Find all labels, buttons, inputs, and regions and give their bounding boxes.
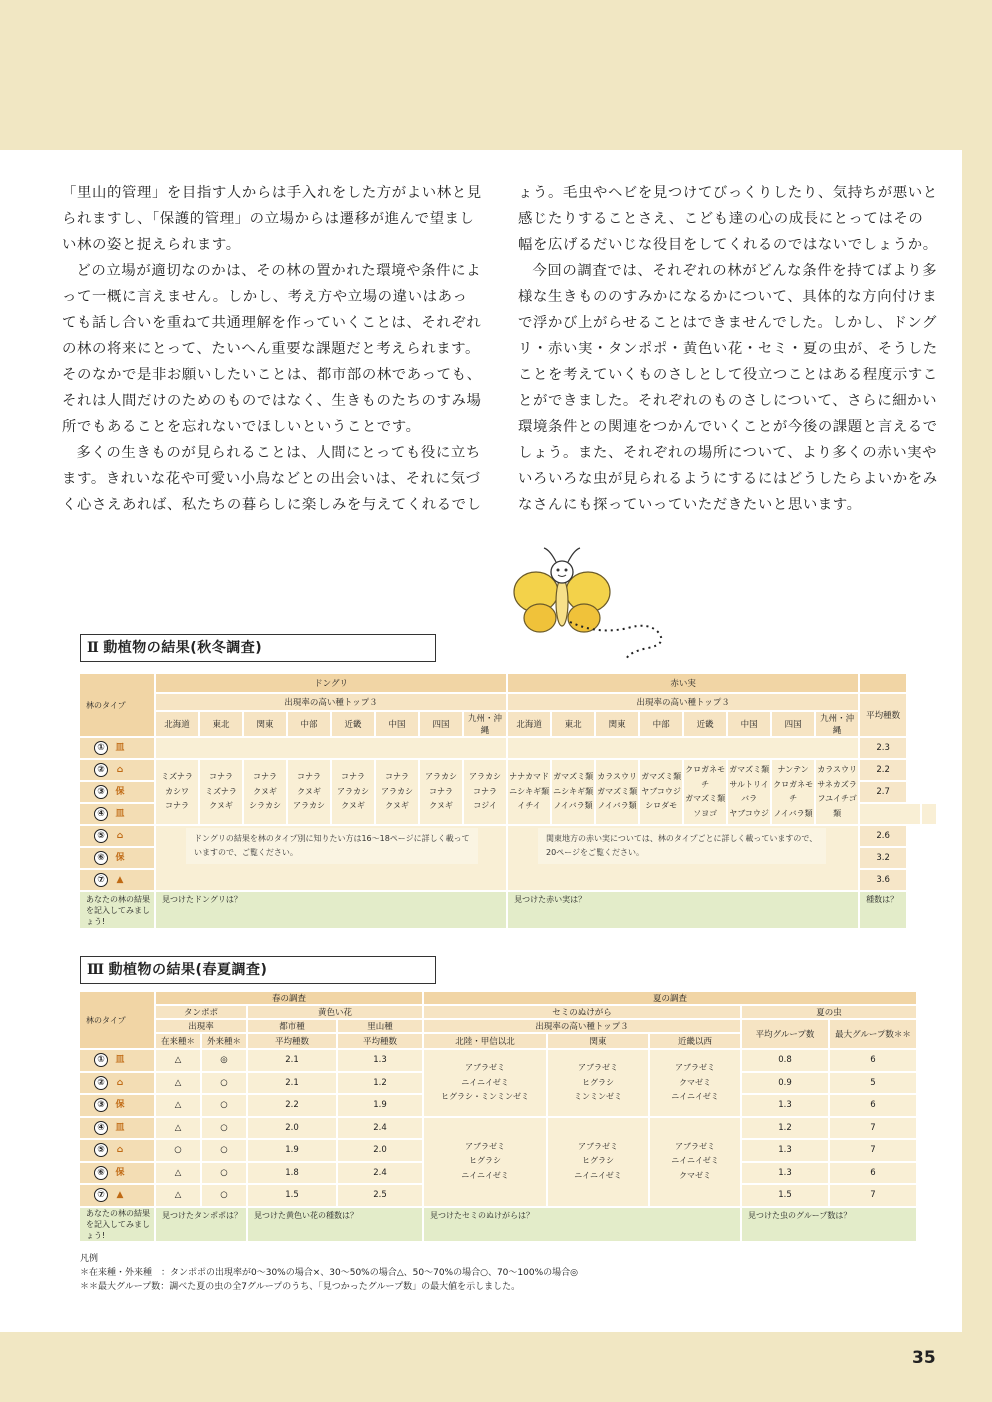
- forest-type: [80, 782, 154, 802]
- region-header: 近畿: [332, 712, 374, 736]
- species-name: ノイバラ類: [773, 808, 813, 818]
- species-name: アラカシ: [293, 801, 325, 811]
- donguri-species-cell: [332, 760, 374, 824]
- forest-type-cell: [80, 1095, 154, 1116]
- avg-group: 1.3: [742, 1163, 828, 1184]
- species-name: クマゼミ: [679, 1170, 712, 1180]
- legend: [80, 1252, 578, 1294]
- alien-rate: ○: [202, 1163, 246, 1184]
- species-name: アブラゼミ: [675, 1063, 716, 1072]
- legend-line: ＊＊最大グループ数：調べた夏の虫の全7グループのうち、「見つかったグループ数」の最大値を示しました。: [80, 1282, 521, 1292]
- semi-species-cell: [424, 1118, 546, 1206]
- donguri-species-cell: [464, 760, 506, 824]
- species-name: ニイニイゼミ: [461, 1170, 509, 1180]
- native-rate: △: [156, 1163, 200, 1184]
- species-name: ノイバラ類: [597, 801, 637, 811]
- found-yellow-field[interactable]: 見つけた黄色い花の種数は？: [248, 1208, 422, 1241]
- donguri-note: ドングリの結果を林のタイプ別に知りたい方は16～18ページに詳しく載っていますので、ご覧ください。: [186, 828, 478, 864]
- species-name: クヌギ: [429, 801, 453, 811]
- urban-avg: 2.2: [248, 1095, 336, 1116]
- forest-type-cell: [80, 848, 154, 868]
- urban-avg: 2.1: [248, 1050, 336, 1071]
- urban-avg: 1.5: [248, 1185, 336, 1206]
- type-number: ②: [94, 1076, 108, 1090]
- table-row: [80, 1050, 916, 1071]
- house-icon: ⌂: [116, 1145, 124, 1156]
- species-name: フユイチゴ類: [817, 794, 857, 818]
- donguri-species-cell: [420, 760, 462, 824]
- species-name: クロガネモチ: [773, 779, 814, 803]
- summer-header: 夏の調査: [424, 992, 916, 1004]
- rate-header: 出現率: [156, 1020, 246, 1032]
- butterfly-illustration: [508, 540, 688, 670]
- species-name: カラスウリ: [597, 772, 637, 782]
- forest-type-cell: [80, 1050, 154, 1071]
- native-rate: △: [156, 1185, 200, 1206]
- species-name: ガマズミ類: [553, 772, 594, 782]
- donguri-species-cell: [156, 760, 198, 824]
- avg-group-header: 平均グループ数: [742, 1020, 828, 1048]
- record-label: あなたの林の結果を記入してみましょう!: [80, 1208, 154, 1241]
- section-title: [80, 956, 436, 984]
- species-name: アラカシ: [337, 786, 369, 796]
- type-header: 林のタイプ: [80, 992, 154, 1048]
- alien-rate: ○: [202, 1073, 246, 1094]
- sato-avg: 2.4: [338, 1118, 422, 1139]
- record-row: [80, 1208, 916, 1241]
- avg-species-value: 2.2: [860, 760, 906, 780]
- species-name: ニイニイゼミ: [461, 1077, 509, 1087]
- forest-type: [80, 1185, 154, 1205]
- region-header: 中国: [728, 712, 770, 736]
- avg-species-value: 3.6: [860, 870, 906, 890]
- species-name: クヌギ: [209, 801, 233, 811]
- satoyama-header: 里山種: [338, 1020, 422, 1032]
- paragraph: 「里山的管理」を目指す人からは手入れをした方がよい林と見られますし、「保護的管理」の立場からは遷移が進んで望ましい林の姿と捉えられます。: [62, 185, 482, 253]
- species-name: クロガネモチ: [685, 765, 726, 789]
- paragraph: ょう。毛虫やヘビを見つけてびっくりしたり、気持ちが悪いと感じたりすることさえ、こども達の心の成長にとってはその幅を広げるだいじな役目をしてくれるのではないでしょうか。: [518, 185, 938, 253]
- type-number: ⑥: [94, 851, 108, 865]
- region-header: 北海道: [156, 712, 198, 736]
- species-name: ニシキギ類: [553, 786, 594, 796]
- found-mushi-field[interactable]: 見つけた虫のグループ数は？: [742, 1208, 916, 1241]
- mountain-icon: ▲: [116, 875, 124, 885]
- max-group: 6: [830, 1050, 916, 1071]
- alien-rate: ○: [202, 1140, 246, 1161]
- 保-icon: 保: [115, 1100, 125, 1111]
- species-name: アラカシ: [469, 772, 502, 782]
- found-akaimi-field[interactable]: 見つけた赤い実は？: [508, 892, 858, 928]
- species-name: サネカズラ: [817, 779, 857, 789]
- species-name: アブラゼミ: [578, 1063, 619, 1072]
- type-number: ②: [94, 763, 108, 777]
- natsumushi-header: 夏の虫: [742, 1006, 916, 1018]
- akaimi-header: 赤い実: [508, 674, 858, 692]
- region-header: 九州・沖縄: [464, 712, 506, 736]
- species-name: イチイ: [517, 801, 541, 811]
- region-header: 近畿以西: [650, 1034, 740, 1048]
- akaimi-species-cell: [684, 760, 726, 824]
- house-icon: ⌂: [116, 831, 124, 841]
- forest-type-cell: [80, 870, 154, 890]
- species-name: アブラゼミ: [465, 1141, 506, 1151]
- species-name: ニイニイゼミ: [671, 1156, 719, 1166]
- max-group: 7: [830, 1118, 916, 1139]
- region-header: 北海道: [508, 712, 550, 736]
- found-count-field[interactable]: 種数は？: [860, 892, 906, 928]
- sato-avg: 2.5: [338, 1185, 422, 1206]
- species-name: コナラ: [429, 786, 453, 796]
- table-row: [80, 760, 938, 780]
- yellow-flower-header: 黄色い花: [248, 1006, 422, 1018]
- region-header: 関東: [548, 1034, 648, 1048]
- paragraph: 多くの生きものが見られることは、人間にとっても役に立ちます。きれいな花や可愛い小鳥などとの出会いは、それに気づく心さえあれば、私たちの暮らしに楽しみを与えてくれるでし: [62, 445, 482, 513]
- species-name: コナラ: [253, 772, 277, 782]
- species-name: ニイニイゼミ: [574, 1170, 622, 1180]
- type-number: ③: [94, 1098, 108, 1112]
- species-name: コナラ: [385, 772, 409, 782]
- species-name: カシワ: [165, 786, 189, 796]
- native-rate: △: [156, 1073, 200, 1094]
- table-row: [80, 1118, 916, 1139]
- native-rate: ○: [156, 1140, 200, 1161]
- section-title-text: 動植物の結果(秋冬調査): [103, 640, 263, 656]
- species-name: クヌギ: [297, 786, 321, 796]
- donguri-species-cell: [376, 760, 418, 824]
- species-name: ソヨゴ: [693, 808, 718, 818]
- forest-type: [80, 870, 154, 890]
- species-name: ミズナラ: [205, 786, 237, 796]
- region-header: 中部: [640, 712, 682, 736]
- 畑-icon: 皿: [115, 743, 125, 753]
- species-name: ノイバラ類: [553, 801, 593, 811]
- spring-header: 春の調査: [156, 992, 422, 1004]
- species-name: ナナカマド: [509, 772, 550, 782]
- urban-avg: 2.0: [248, 1118, 336, 1139]
- tanpopo-header: タンポポ: [156, 1006, 246, 1018]
- house-icon: ⌂: [116, 765, 124, 775]
- region-header: 四国: [420, 712, 462, 736]
- alien-header: 外来種＊: [202, 1034, 246, 1048]
- donguri-species-cell: [288, 760, 330, 824]
- species-name: シラカシ: [249, 801, 281, 811]
- akaimi-note: 関東地方の赤い実については、林のタイプごとに詳しく載っていますので、20ページをご覧ください。: [538, 828, 826, 864]
- max-group: 7: [830, 1185, 916, 1206]
- paragraph: 今回の調査では、それぞれの林がどんな条件を持てばより多様な生きもののすみかになるかについて、具体的な方向付けまで浮かび上がらせることはできませんでした。しかし、ドングリ・赤い実・タンポポ・黄色い花・セミ・夏の虫が、そうしたことを考えていくものさしとして役立つことはある程度示すことができました。それぞれのものさしについて、さらに細かい環境条件との関連をつかんでいくことが今後の課題と言えるでしょう。また、それぞれの場所について、より多くの赤い実やいろいろな虫が見られるようにするにはどうしたらよいかをみなさんにも探っていっていただきたいと思います。: [518, 263, 938, 513]
- alien-rate: ○: [202, 1095, 246, 1116]
- species-name: ヒグラシ: [582, 1156, 615, 1166]
- body-right-column: [518, 180, 938, 518]
- native-header: 在来種＊: [156, 1034, 200, 1048]
- max-group: 5: [830, 1073, 916, 1094]
- species-name: ニイニイゼミ: [671, 1092, 719, 1101]
- semi-species-cell: [650, 1050, 740, 1116]
- forest-type: [80, 804, 154, 824]
- donguri-header: ドングリ: [156, 674, 506, 692]
- type-number: ⑦: [94, 873, 108, 887]
- species-name: ニシキギ類: [509, 786, 550, 796]
- type-number: ⑦: [94, 1188, 108, 1202]
- region-header: 九州・沖縄: [816, 712, 858, 736]
- species-name: アラカシ: [425, 772, 457, 782]
- species-name: アラカシ: [381, 786, 413, 796]
- semi-header: セミのぬけがら: [424, 1006, 740, 1018]
- species-name: コジイ: [473, 801, 497, 811]
- forest-type: [80, 848, 154, 868]
- max-group: 7: [830, 1140, 916, 1161]
- species-name: クヌギ: [341, 801, 365, 811]
- species-name: ガマズミ類: [685, 794, 726, 803]
- alien-rate: ○: [202, 1185, 246, 1206]
- species-name: ガマズミ類: [597, 786, 638, 796]
- section-number: Ⅱ: [87, 640, 100, 656]
- autumn-winter-table: [78, 672, 940, 930]
- forest-type-cell: [80, 1163, 154, 1184]
- forest-type: [80, 738, 154, 758]
- species-name: ヤブコウジ: [641, 786, 681, 796]
- region-header: 中国: [376, 712, 418, 736]
- region-header: 東北: [552, 712, 594, 736]
- avg-species-value: 2.7: [860, 782, 906, 802]
- forest-type-cell: [80, 1185, 154, 1206]
- region-header: 中部: [288, 712, 330, 736]
- forest-type-cell: [80, 1118, 154, 1139]
- region-header: 近畿: [684, 712, 726, 736]
- species-name: コナラ: [473, 786, 498, 796]
- urban-avg: 1.8: [248, 1163, 336, 1184]
- region-header: 四国: [772, 712, 814, 736]
- urban-header: 都市種: [248, 1020, 336, 1032]
- legend-title: 凡例: [80, 1254, 99, 1264]
- donguri-blank-cell: [860, 804, 920, 824]
- 保-icon: 保: [115, 853, 125, 863]
- sato-avg: 1.9: [338, 1095, 422, 1116]
- semi-species-cell: [548, 1050, 648, 1116]
- type-number: ④: [94, 807, 108, 821]
- akaimi-species-cell: [552, 760, 594, 824]
- species-name: ヒグラシ: [582, 1077, 615, 1087]
- donguri-top3-header: 出現率の高い種トップ３: [156, 694, 506, 710]
- section-number: Ⅲ: [87, 962, 105, 978]
- sato-avg: 1.3: [338, 1050, 422, 1071]
- akaimi-species-cell: [728, 760, 770, 824]
- species-name: ガマズミ類: [729, 765, 770, 774]
- page-number: 35: [912, 1348, 936, 1368]
- avg-group: 0.9: [742, 1073, 828, 1094]
- avg-group: 1.3: [742, 1095, 828, 1116]
- type-number: ④: [94, 1121, 108, 1135]
- forest-type-cell: [80, 760, 154, 780]
- section-title: [80, 634, 436, 662]
- region-header: 関東: [596, 712, 638, 736]
- species-name: シロダモ: [645, 801, 678, 811]
- house-icon: ⌂: [116, 1077, 124, 1088]
- type-number: ⑤: [94, 1143, 108, 1157]
- avg-group: 1.5: [742, 1185, 828, 1206]
- max-group: 6: [830, 1095, 916, 1116]
- species-name: ヤブコウジ: [729, 808, 769, 818]
- found-semi-field[interactable]: 見つけたセミのぬけがらは？: [424, 1208, 740, 1241]
- forest-type-cell: [80, 738, 154, 758]
- forest-type-cell: [80, 782, 154, 802]
- species-name: コナラ: [341, 772, 365, 782]
- sato-avg: 2.4: [338, 1163, 422, 1184]
- section-title-text: 動植物の結果(春夏調査): [108, 962, 268, 978]
- forest-type: [80, 1050, 154, 1070]
- forest-type: [80, 1118, 154, 1138]
- forest-type: [80, 1163, 154, 1183]
- donguri-species-cell: [244, 760, 286, 824]
- species-name: ヒグラシ・ミンミンゼミ: [441, 1092, 530, 1101]
- region-header: 関東: [244, 712, 286, 736]
- forest-type: [80, 760, 154, 780]
- avg-species-value: 2.3: [860, 738, 906, 758]
- 保-icon: 保: [115, 1167, 125, 1178]
- forest-type: [80, 826, 154, 846]
- semi-species-cell: [650, 1118, 740, 1206]
- species-name: クヌギ: [385, 801, 409, 811]
- species-name: コナラ: [165, 801, 189, 811]
- paragraph: どの立場が適切なのかは、その林の置かれた環境や条件によって一概に言えません。しかし、考え方や立場の違いはあっても話し合いを重ねて共通理解を作っていくことは、それぞれの林の将来にとって、たいへん重要な課題だと考えられます。そのなかで是非お願いしたいことは、都市部の林であっても、それは人間だけのためのものではなく、生きものたちのすみ場所でもあることを忘れないでほしいということです。: [62, 263, 482, 435]
- 畑-icon: 皿: [115, 1122, 125, 1133]
- 畑-icon: 皿: [115, 1055, 125, 1066]
- semi-species-cell: [424, 1050, 546, 1116]
- record-row: [80, 892, 938, 928]
- table-row: [80, 738, 938, 758]
- species-name: クヌギ: [253, 786, 277, 796]
- species-name: ミンミンゼミ: [574, 1092, 623, 1101]
- species-name: ミズナラ: [161, 772, 193, 782]
- avg-group: 1.2: [742, 1118, 828, 1139]
- species-name: カラスウリ: [817, 765, 857, 774]
- urban-avg-header: 平均種数: [248, 1034, 336, 1048]
- donguri-species-cell: [200, 760, 242, 824]
- akaimi-blank-cell: [922, 804, 936, 824]
- semi-top3-header: 出現率の高い種トップ３: [424, 1020, 740, 1032]
- species-name: アブラゼミ: [465, 1063, 506, 1072]
- alien-rate: ◎: [202, 1050, 246, 1071]
- legend-line: ＊在来種・外来種 ：タンポポの出現率が0～30%の場合×、30～50%の場合△、50～70%の場合○、70～100%の場合◎: [80, 1268, 578, 1278]
- body-left-column: [62, 180, 482, 518]
- forest-type-cell: [80, 1140, 154, 1161]
- akaimi-species-cell: [640, 760, 682, 824]
- spring-summer-table: [78, 990, 918, 1243]
- forest-type: [80, 1095, 154, 1115]
- alien-rate: ○: [202, 1118, 246, 1139]
- forest-type: [80, 1140, 154, 1160]
- semi-species-cell: [548, 1118, 648, 1206]
- region-header: 北陸・甲信以北: [424, 1034, 546, 1048]
- region-header: 東北: [200, 712, 242, 736]
- akaimi-blank-cell: [508, 738, 858, 758]
- type-number: ③: [94, 785, 108, 799]
- species-name: ガマズミ類: [641, 772, 682, 782]
- type-header: 林のタイプ: [80, 674, 154, 736]
- akaimi-species-cell: [596, 760, 638, 824]
- found-tanpopo-field[interactable]: 見つけたタンポポは？: [156, 1208, 246, 1241]
- species-name: コナラ: [297, 772, 321, 782]
- species-name: ナンテン: [777, 765, 809, 774]
- sato-avg: 2.0: [338, 1140, 422, 1161]
- type-number: ⑥: [94, 1166, 108, 1180]
- forest-type: [80, 1073, 154, 1093]
- sato-avg: 1.2: [338, 1073, 422, 1094]
- found-donguri-field[interactable]: 見つけたドングリは？: [156, 892, 506, 928]
- species-name: アブラゼミ: [578, 1141, 619, 1151]
- native-rate: △: [156, 1118, 200, 1139]
- species-name: サルトリイバラ: [729, 779, 769, 803]
- species-name: ヒグラシ: [469, 1156, 502, 1166]
- donguri-blank-cell: [156, 738, 506, 758]
- record-label: あなたの林の結果を記入してみましょう!: [80, 892, 154, 928]
- species-name: クマゼミ: [679, 1077, 712, 1087]
- forest-type-cell: [80, 1073, 154, 1094]
- native-rate: △: [156, 1095, 200, 1116]
- max-group-header: 最大グループ数＊＊: [830, 1020, 916, 1048]
- mountain-icon: ▲: [116, 1190, 124, 1201]
- max-group: 6: [830, 1163, 916, 1184]
- type-number: ①: [94, 741, 108, 755]
- avg-group: 0.8: [742, 1050, 828, 1071]
- akaimi-top3-header: 出現率の高い種トップ３: [508, 694, 858, 710]
- urban-avg: 1.9: [248, 1140, 336, 1161]
- avg-species-header: 平均種数: [860, 694, 906, 736]
- 畑-icon: 皿: [115, 809, 125, 819]
- akaimi-species-cell: [772, 760, 814, 824]
- forest-type-cell: [80, 826, 154, 846]
- species-name: アブラゼミ: [675, 1141, 716, 1151]
- sato-avg-header: 平均種数: [338, 1034, 422, 1048]
- akaimi-species-cell: [816, 760, 858, 824]
- avg-group: 1.3: [742, 1140, 828, 1161]
- 保-icon: 保: [115, 787, 125, 797]
- native-rate: △: [156, 1050, 200, 1071]
- type-number: ⑤: [94, 829, 108, 843]
- avg-species-value: 3.2: [860, 848, 906, 868]
- species-name: コナラ: [209, 772, 233, 782]
- akaimi-species-cell: [508, 760, 550, 824]
- type-number: ①: [94, 1053, 108, 1067]
- urban-avg: 2.1: [248, 1073, 336, 1094]
- forest-type-cell: [80, 804, 154, 824]
- avg-species-value: 2.6: [860, 826, 906, 846]
